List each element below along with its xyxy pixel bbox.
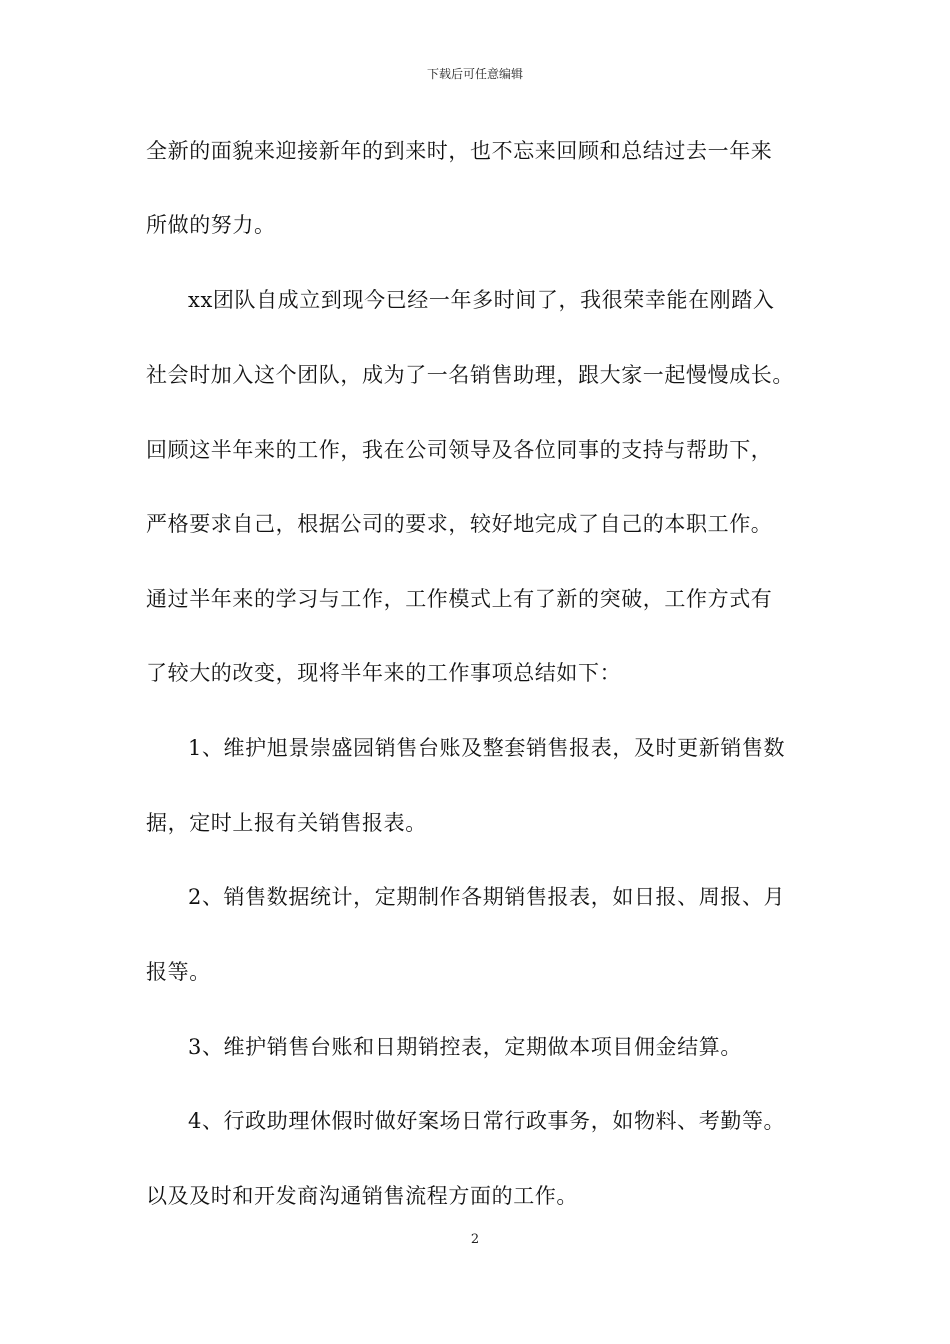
text-line: 报等。 bbox=[146, 960, 211, 984]
text-line: 以及及时和开发商沟通销售流程方面的工作。 bbox=[146, 1184, 578, 1208]
text-line: 了较大的改变，现将半年来的工作事项总结如下： bbox=[146, 661, 622, 685]
text-line: xx团队自成立到现今已经一年多时间了，我很荣幸能在刚踏入 bbox=[188, 288, 775, 312]
list-item-2: 2、销售数据统计，定期制作各期销售报表，如日报、周报、月 bbox=[188, 885, 786, 909]
text-line: 所做的努力。 bbox=[146, 213, 276, 237]
text-line: 社会时加入这个团队，成为了一名销售助理，跟大家一起慢慢成长。 bbox=[146, 363, 794, 387]
header-note: 下载后可任意编辑 bbox=[426, 67, 523, 81]
text-line: 全新的面貌来迎接新年的到来时，也不忘来回顾和总结过去一年来 bbox=[146, 139, 773, 163]
list-item-4: 4、行政助理休假时做好案场日常行政事务，如物料、考勤等。 bbox=[188, 1109, 786, 1133]
page-number: 2 bbox=[470, 1232, 480, 1247]
text-line: 回顾这半年来的工作，我在公司领导及各位同事的支持与帮助下， bbox=[146, 438, 773, 462]
text-line: 据，定时上报有关销售报表。 bbox=[146, 811, 427, 835]
text-line: 通过半年来的学习与工作，工作模式上有了新的突破，工作方式有 bbox=[146, 587, 773, 611]
text-line: 严格要求自己，根据公司的要求，较好地完成了自己的本职工作。 bbox=[146, 512, 773, 536]
list-item-3: 3、维护销售台账和日期销控表，定期做本项目佣金结算。 bbox=[188, 1035, 742, 1059]
list-item-1: 1、维护旭景崇盛园销售台账及整套销售报表，及时更新销售数 bbox=[188, 736, 786, 760]
